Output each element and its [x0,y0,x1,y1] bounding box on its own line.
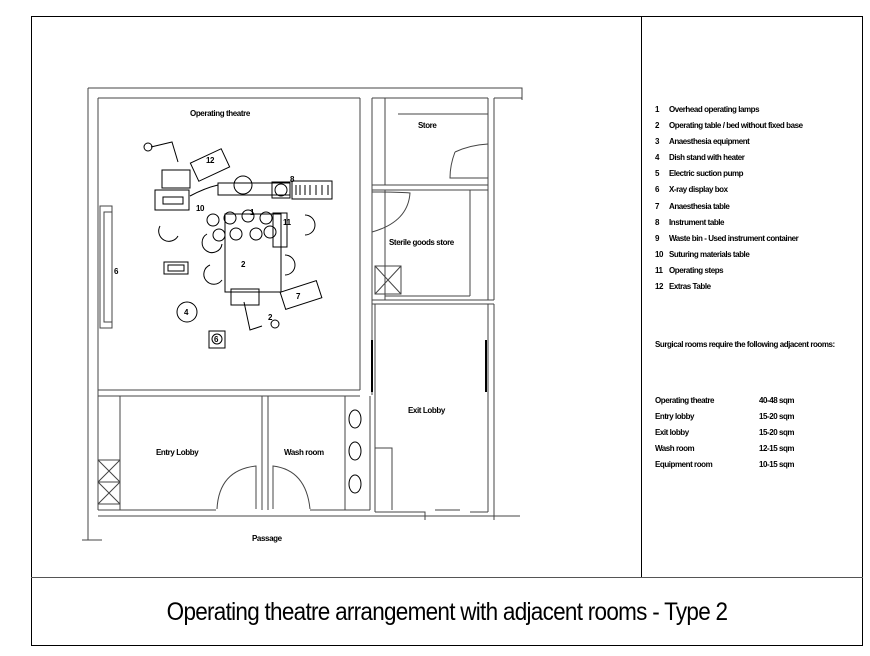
legend-item: 1 Overhead operating lamps [655,105,760,114]
equipment-legend [655,102,865,295]
room-label-operating-theatre: Operating theatre [190,109,250,118]
legend-item: 5 Electric suction pump [655,169,744,179]
legend-item: 6 X-ray display box [655,185,728,195]
marker-12: 12 [206,156,215,165]
area-row: Entry lobby 15-20 sqm [655,412,795,421]
area-row: Exit lobby 15-20 sqm [655,428,795,437]
room-label-entry-lobby: Entry Lobby [156,448,199,457]
marker-8: 8 [290,175,295,184]
marker-4: 4 [184,308,189,317]
room-label-passage: Passage [252,534,282,543]
legend-item: 2 Operating table / bed without fixed base [655,121,803,131]
marker-11: 11 [283,218,291,227]
area-row: Operating theatre 40-48 sqm [655,396,795,405]
legend-item: 9 Waste bin - Used instrument container [655,233,799,243]
legend-item: 10 Suturing materials table [655,249,750,259]
legend-item: 4 Dish stand with heater [655,153,745,163]
marker-10: 10 [196,204,205,213]
marker-2-lamp: 2 [268,313,273,322]
marker-6-wall: 6 [114,267,119,276]
room-label-exit-lobby: Exit Lobby [408,406,445,415]
area-row: Wash room 12-15 sqm [655,444,795,453]
room-area-table [655,393,845,473]
room-label-sterile-goods-store: Sterile goods store [389,238,454,247]
legend-item: 11 Operating steps [655,265,724,275]
legend-item: 7 Anaesthesia table [655,201,730,211]
adjacent-rooms-note: Surgical rooms require the following adjacent rooms: [655,340,835,349]
drawing-title: Operating theatre arrangement with adjacent rooms - Type 2 [166,597,728,626]
room-label-store: Store [418,121,437,130]
marker-2: 2 [241,260,246,269]
marker-7: 7 [296,292,301,301]
legend-item: 3 Anaesthesia equipment [655,137,750,147]
area-row: Equipment room 10-15 sqm [655,460,795,469]
marker-6: 6 [214,335,219,344]
legend-item: 8 Instrument table [655,217,725,227]
marker-1: 1 [250,208,255,217]
room-label-wash-room: Wash room [284,448,324,457]
outer-wall-left [88,88,98,540]
legend-item: 12 Extras Table [655,282,711,292]
